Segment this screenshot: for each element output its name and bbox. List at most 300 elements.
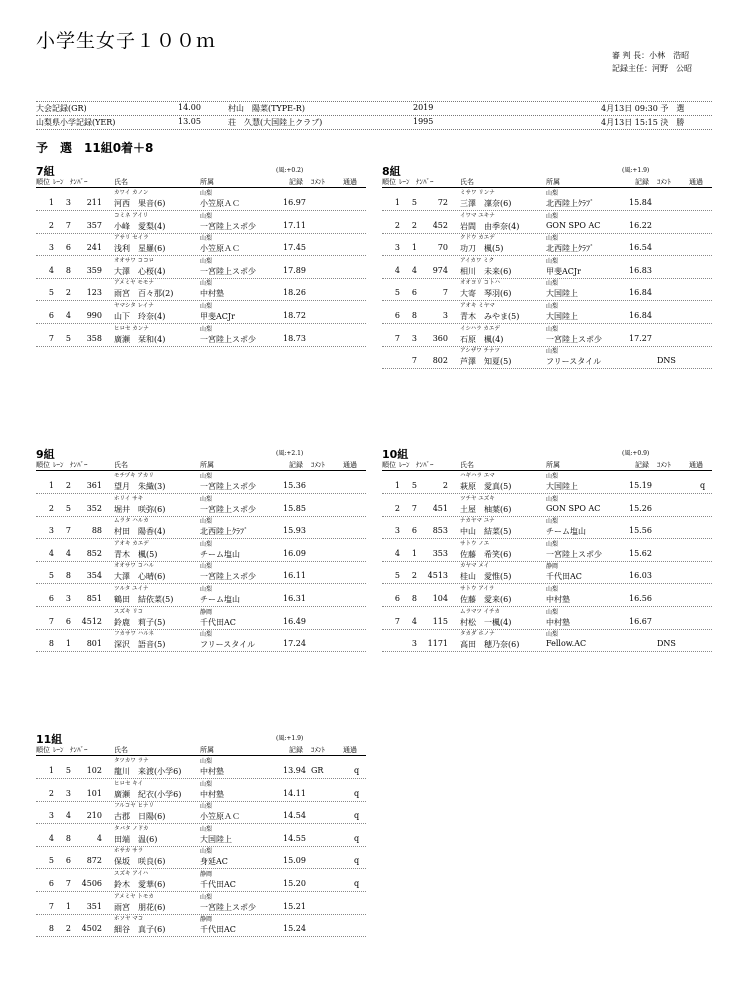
record-label: 大会記録(GR) (36, 104, 87, 113)
table-row (382, 256, 712, 279)
bib-number: 359 (86, 265, 102, 275)
rank-cell: 7 (48, 333, 54, 343)
table-row (36, 914, 366, 937)
header-time: 記録 (289, 746, 303, 754)
rank-cell: 4 (394, 265, 400, 275)
header-number: ﾅﾝﾊﾞｰ (70, 178, 88, 186)
athlete-name: 岩間 由季奈(4) (460, 221, 520, 231)
prefecture: 山梨 (546, 325, 559, 333)
recorder-line: 記録主任：河野 公昭 (612, 64, 692, 73)
record-time: 13.05 (178, 117, 201, 126)
header-rank: 順位 (36, 178, 50, 186)
record-time: 14.55 (283, 833, 306, 843)
record-time: 16.56 (629, 594, 652, 603)
affiliation: 一宮陸上スポ少 (200, 572, 256, 582)
prefecture: 山梨 (546, 212, 559, 220)
bib-number: 88 (91, 526, 102, 536)
bib-number: 801 (86, 639, 102, 649)
bib-number: 104 (432, 594, 448, 603)
athlete-name: 中山 結菜(5) (460, 527, 512, 537)
athlete-name: 萩原 愛真(5) (460, 482, 512, 491)
record-holder: 村山 陽菜(TYPE-R) (228, 104, 305, 113)
lane-cell: 6 (65, 616, 71, 626)
rank-cell: 5 (48, 288, 54, 298)
athlete-name: 鈴鹿 莉子(5) (114, 617, 166, 627)
prefecture: 山梨 (200, 518, 213, 526)
rank-cell: 2 (48, 220, 54, 230)
bib-number: 853 (432, 526, 448, 536)
header-name: 氏名 (114, 746, 128, 754)
header-qualify: 通過 (343, 746, 357, 754)
affiliation: 一宮陸上スポ少 (200, 266, 256, 276)
bib-number: 4502 (81, 924, 102, 934)
lane-cell: 2 (411, 571, 417, 581)
heat-block (382, 446, 712, 656)
bib-number: 354 (86, 571, 102, 581)
athlete-name: 雨宮 朋花(6) (114, 902, 166, 912)
lane-cell: 2 (65, 481, 71, 490)
athlete-kana: ヒロセ キイ (114, 780, 144, 787)
athlete-kana: クドウ カエデ (460, 235, 495, 242)
rank-cell: 6 (48, 311, 54, 320)
lane-cell: 7 (65, 526, 71, 536)
table-row (36, 494, 366, 517)
athlete-kana: カワイ カノン (114, 190, 149, 196)
lane-cell: 4 (65, 811, 71, 821)
athlete-kana: オオヨリ コトハ (460, 280, 500, 287)
prefecture: 山梨 (546, 518, 559, 526)
athlete-name: 芦澤 知夏(5) (460, 357, 512, 367)
record-time: 15.26 (629, 503, 652, 513)
athlete-kana: イワマ ユキナ (460, 212, 495, 219)
rank-cell: 4 (394, 548, 400, 558)
header-name: 氏名 (460, 461, 474, 469)
table-header (36, 177, 366, 188)
lane-cell: 4 (411, 616, 417, 626)
athlete-name: 望月 朱織(3) (114, 482, 166, 491)
athlete-name: 大澤 心桜(4) (114, 266, 166, 276)
table-row (36, 801, 366, 824)
athlete-kana: ホサカ サラ (114, 848, 144, 855)
athlete-name: 村松 一楓(4) (460, 617, 512, 627)
rank-cell: 1 (48, 481, 54, 490)
rank-cell: 3 (48, 526, 54, 536)
rank-cell: 3 (394, 526, 400, 536)
affiliation: チーム塩山 (546, 527, 586, 537)
record-time: 15.09 (283, 856, 306, 866)
record-year: 1995 (413, 117, 434, 126)
athlete-name: 佐藤 愛来(6) (460, 595, 512, 604)
athlete-kana: モチヅキ アカリ (114, 473, 154, 479)
bib-number: 352 (86, 503, 102, 513)
prefecture: 山梨 (200, 540, 213, 548)
header-comment: ｺﾒﾝﾄ (311, 461, 325, 469)
prefecture: 山梨 (546, 190, 559, 197)
athlete-kana: ヒロセ カンナ (114, 325, 149, 332)
prefecture: 山梨 (200, 631, 213, 639)
comment: GR (311, 766, 324, 775)
table-row (382, 561, 712, 584)
lane-cell: 3 (65, 198, 71, 207)
prefecture: 静岡 (200, 916, 213, 924)
athlete-kana: スズキ リコ (114, 608, 144, 615)
comment: DNS (657, 639, 676, 649)
header-affiliation: 所属 (546, 178, 560, 186)
prefecture: 山梨 (546, 540, 559, 548)
lane-cell: 3 (65, 594, 71, 603)
athlete-kana: ムラタ ハルカ (114, 518, 149, 525)
table-row (382, 301, 712, 324)
affiliation: 一宮陸上スポ少 (546, 549, 602, 559)
bib-number: 4512 (81, 616, 102, 626)
lane-cell: 1 (65, 639, 71, 649)
rank-cell: 7 (394, 616, 400, 626)
bib-number: 72 (437, 198, 448, 207)
lane-cell: 7 (411, 503, 417, 513)
table-row (382, 607, 712, 630)
prefecture: 山梨 (200, 495, 213, 503)
prefecture: 山梨 (200, 758, 213, 765)
athlete-name: 田端 温(6) (114, 834, 158, 844)
wind-reading: (風:+0.2) (276, 167, 304, 174)
rank-cell: 2 (394, 220, 400, 230)
table-row (36, 779, 366, 802)
qualify-mark: q (354, 788, 360, 798)
header-qualify: 通過 (343, 461, 357, 469)
qualify-mark: q (700, 481, 706, 490)
athlete-kana: ツチヤ ユズキ (460, 495, 495, 502)
lane-cell: 1 (65, 901, 71, 911)
rank-cell: 7 (48, 901, 54, 911)
lane-cell: 2 (65, 924, 71, 934)
header-comment: ｺﾒﾝﾄ (311, 178, 325, 186)
table-row (382, 516, 712, 539)
bib-number: 852 (86, 548, 102, 558)
header-time: 記録 (289, 178, 303, 186)
athlete-kana: サトウ アイラ (460, 586, 495, 592)
bib-number: 990 (86, 311, 102, 320)
athlete-name: 浅利 星羅(6) (114, 244, 166, 254)
record-time: 16.54 (629, 243, 652, 253)
affiliation: 一宮陸上スポ少 (200, 504, 256, 514)
lane-cell: 5 (411, 198, 417, 207)
header-number: ﾅﾝﾊﾞｰ (70, 461, 88, 469)
qualify-mark: q (354, 833, 360, 843)
header-affiliation: 所属 (546, 461, 560, 469)
prefecture: 山梨 (200, 825, 213, 833)
affiliation: 中村塾 (546, 595, 570, 604)
bib-number: 70 (437, 243, 448, 253)
header-time: 記録 (635, 461, 649, 469)
affiliation: 中村塾 (546, 617, 570, 627)
bib-number: 361 (86, 481, 102, 490)
bib-number: 211 (86, 198, 102, 207)
qualify-mark: q (354, 879, 360, 888)
bib-number: 2 (442, 481, 448, 490)
table-row (382, 188, 712, 211)
header-lane: ﾚｰﾝ (53, 178, 64, 186)
athlete-kana: オオサワ コハル (114, 563, 155, 570)
athlete-name: 保坂 咲良(6) (114, 857, 166, 867)
bib-number: 358 (86, 333, 102, 343)
record-time: 14.11 (283, 788, 306, 798)
affiliation: 身延AC (200, 857, 228, 867)
athlete-name: 高田 穂乃奈(6) (460, 640, 520, 650)
affiliation: 千代田AC (200, 925, 236, 935)
athlete-kana: サトウ ノエ (460, 540, 490, 547)
affiliation: 甲斐ACJr (200, 312, 235, 321)
page-title: 小学生女子１００ｍ (36, 30, 217, 52)
lane-cell: 3 (65, 788, 71, 798)
rank-cell: 3 (48, 811, 54, 821)
table-header (36, 460, 366, 471)
affiliation: 千代田AC (200, 880, 236, 889)
table-row (36, 471, 366, 494)
athlete-kana: アシザワ チナツ (460, 348, 500, 355)
lane-cell: 6 (65, 856, 71, 866)
referee-line: 審 判 長：小林 浩昭 (612, 51, 690, 60)
header-time: 記録 (289, 461, 303, 469)
record-time: 13.94 (283, 766, 306, 775)
table-row (382, 346, 712, 369)
athlete-name: 村田 陽香(4) (114, 527, 166, 537)
athlete-kana: タツカワ ラナ (114, 758, 149, 764)
prefecture: 山梨 (200, 473, 213, 480)
lane-cell: 4 (411, 265, 417, 275)
athlete-name: 深沢 語音(5) (114, 640, 166, 650)
table-row (36, 607, 366, 630)
header-rank: 順位 (36, 461, 50, 469)
bib-number: 360 (432, 333, 448, 343)
header-name: 氏名 (114, 178, 128, 186)
bib-number: 7 (442, 288, 448, 298)
heat-title: 7組 (36, 165, 55, 178)
record-time: 17.89 (283, 265, 306, 275)
record-time: 18.72 (283, 311, 306, 320)
table-row (36, 869, 366, 892)
affiliation: 一宮陸上スポ少 (200, 334, 256, 344)
prefecture: 山梨 (200, 280, 213, 288)
athlete-kana: ヤマシタ レイナ (114, 303, 154, 309)
rank-cell: 6 (394, 311, 400, 320)
header-rank: 順位 (382, 461, 396, 469)
wind-reading: (風:+0.9) (622, 450, 650, 457)
record-time: 15.19 (629, 481, 652, 490)
record-time: 15.62 (629, 548, 652, 558)
rank-cell: 2 (394, 503, 400, 513)
athlete-kana: アメミヤ モモナ (114, 280, 154, 287)
lane-cell: 3 (411, 333, 417, 343)
affiliation: 千代田AC (546, 572, 582, 582)
rank-cell: 6 (48, 879, 54, 888)
header-lane: ﾚｰﾝ (53, 461, 64, 469)
bib-number: 4513 (427, 571, 448, 581)
record-time: 15.85 (283, 503, 306, 513)
record-time: 16.67 (629, 616, 652, 626)
athlete-name: 細谷 真子(6) (114, 925, 166, 935)
header-rank: 順位 (382, 178, 396, 186)
rank-cell: 7 (394, 333, 400, 343)
record-time: 16.22 (629, 220, 652, 230)
bib-number: 851 (86, 594, 102, 603)
header-number: ﾅﾝﾊﾞｰ (416, 178, 434, 186)
rank-cell: 6 (48, 594, 54, 603)
table-row (382, 324, 712, 347)
record-time: 16.09 (283, 548, 306, 558)
athlete-kana: アメミヤ トモカ (114, 893, 154, 900)
prefecture: 山梨 (200, 235, 213, 243)
record-time: 16.97 (283, 198, 306, 207)
table-row (36, 892, 366, 915)
round-label: 予 選 11組0着＋8 (36, 141, 154, 155)
record-time: 17.24 (283, 639, 306, 649)
header-affiliation: 所属 (200, 461, 214, 469)
athlete-name: 堀井 咲弥(6) (114, 504, 166, 514)
prefecture: 山梨 (546, 257, 559, 265)
qualify-mark: q (354, 766, 360, 775)
lane-cell: 7 (65, 879, 71, 888)
table-row (382, 233, 712, 256)
prefecture: 山梨 (546, 303, 559, 310)
athlete-kana: カヤマ メイ (460, 563, 490, 570)
bib-number: 872 (86, 856, 102, 866)
bib-number: 1171 (427, 639, 448, 649)
header-comment: ｺﾒﾝﾄ (657, 461, 671, 469)
qualify-mark: q (354, 811, 360, 821)
lane-cell: 8 (411, 594, 417, 603)
lane-cell: 7 (411, 356, 417, 366)
rank-cell: 8 (48, 639, 54, 649)
table-row (36, 256, 366, 279)
record-time: 14.54 (283, 811, 306, 821)
bib-number: 357 (86, 220, 102, 230)
wind-reading: (風:+2.1) (276, 450, 304, 457)
athlete-name: 廣瀬 栞和(4) (114, 334, 166, 344)
lane-cell: 1 (411, 243, 417, 253)
bib-number: 452 (432, 220, 448, 230)
bib-number: 802 (432, 356, 448, 366)
rank-cell: 5 (48, 571, 54, 581)
table-header (382, 177, 712, 188)
lane-cell: 5 (411, 481, 417, 490)
athlete-kana: タバタ ノドカ (114, 825, 149, 832)
table-row (36, 756, 366, 779)
athlete-name: 青木 楓(5) (114, 549, 158, 559)
header-lane: ﾚｰﾝ (53, 746, 64, 754)
record-time: 15.20 (283, 879, 306, 888)
record-time: 15.56 (629, 526, 652, 536)
athlete-name: 大澤 心晴(6) (114, 572, 166, 582)
affiliation: 一宮陸上スポ少 (200, 221, 256, 231)
rank-cell: 2 (48, 788, 54, 798)
record-time: 15.84 (629, 198, 652, 207)
prefecture: 山梨 (546, 348, 559, 356)
lane-cell: 3 (411, 639, 417, 649)
athlete-name: 河西 果音(6) (114, 199, 166, 208)
affiliation: 大国陸上 (546, 482, 578, 491)
athlete-kana: コミネ アイリ (114, 212, 149, 219)
lane-cell: 4 (65, 311, 71, 320)
bib-number: 351 (86, 901, 102, 911)
athlete-name: 石原 楓(4) (460, 334, 504, 344)
table-header (36, 745, 366, 756)
affiliation: 大国陸上 (200, 834, 232, 844)
affiliation: フリースタイル (546, 357, 602, 367)
athlete-kana: アサリ セイラ (114, 235, 149, 242)
athlete-name: 鈴木 愛華(6) (114, 880, 166, 889)
athlete-kana: イシハラ カエデ (460, 325, 500, 332)
table-row (36, 824, 366, 847)
athlete-name: 龍川 来渡(小学6) (114, 767, 182, 776)
header-number: ﾅﾝﾊﾞｰ (70, 746, 88, 754)
prefecture: 山梨 (200, 212, 213, 220)
athlete-name: 桂山 愛惟(5) (460, 572, 512, 582)
prefecture: 山梨 (200, 563, 213, 571)
record-time: 15.93 (283, 526, 306, 536)
affiliation: 中村塾 (200, 767, 224, 776)
affiliation: 小笠原ＡＣ (200, 244, 240, 254)
rank-cell: 1 (394, 481, 400, 490)
athlete-kana: ナカヤマ ユナ (460, 518, 495, 525)
table-row (36, 301, 366, 324)
athlete-name: 廣瀬 紀衣(小学6) (114, 789, 182, 799)
header-comment: ｺﾒﾝﾄ (657, 178, 671, 186)
bib-number: 123 (86, 288, 102, 298)
rank-cell: 3 (48, 243, 54, 253)
table-row (382, 629, 712, 652)
affiliation: GON SPO AC (546, 503, 601, 513)
athlete-kana: アオキ カエデ (114, 540, 149, 547)
rank-cell: 5 (394, 288, 400, 298)
rank-cell: 1 (48, 766, 54, 775)
record-time: 17.45 (283, 243, 306, 253)
affiliation: 北西陸上ｸﾗﾌﾞ (546, 199, 594, 208)
affiliation: 小笠原ＡＣ (200, 812, 240, 822)
record-time: 16.31 (283, 594, 306, 603)
bib-number: 101 (86, 788, 102, 798)
athlete-kana: アイカワ ミク (460, 257, 495, 264)
bib-number: 451 (432, 503, 448, 513)
prefecture: 山梨 (200, 586, 213, 593)
lane-cell: 6 (411, 288, 417, 298)
athlete-kana: ホソヤ マコ (114, 916, 144, 923)
bib-number: 974 (432, 265, 448, 275)
rank-cell: 7 (48, 616, 54, 626)
athlete-name: 佐藤 希笑(6) (460, 549, 512, 559)
lane-cell: 5 (65, 503, 71, 513)
record-time: 16.11 (283, 571, 306, 581)
prefecture: 山梨 (546, 280, 559, 288)
lane-cell: 6 (65, 243, 71, 253)
affiliation: チーム塩山 (200, 549, 240, 559)
affiliation: 大国陸上 (546, 312, 578, 321)
rank-cell: 2 (48, 503, 54, 513)
table-row (382, 494, 712, 517)
affiliation: 中村塾 (200, 289, 224, 299)
affiliation: 一宮陸上スポ少 (200, 902, 256, 912)
bib-number: 102 (86, 766, 102, 775)
lane-cell: 2 (65, 288, 71, 298)
prefecture: 山梨 (546, 235, 559, 243)
record-time: 16.49 (283, 616, 306, 626)
athlete-kana: ホリイ サキ (114, 495, 144, 502)
prefecture: 山梨 (200, 848, 213, 856)
table-header (382, 460, 712, 471)
heat-block (36, 731, 366, 941)
heat-title: 11組 (36, 733, 63, 746)
affiliation: 大国陸上 (546, 289, 578, 299)
rank-cell: 1 (48, 198, 54, 207)
